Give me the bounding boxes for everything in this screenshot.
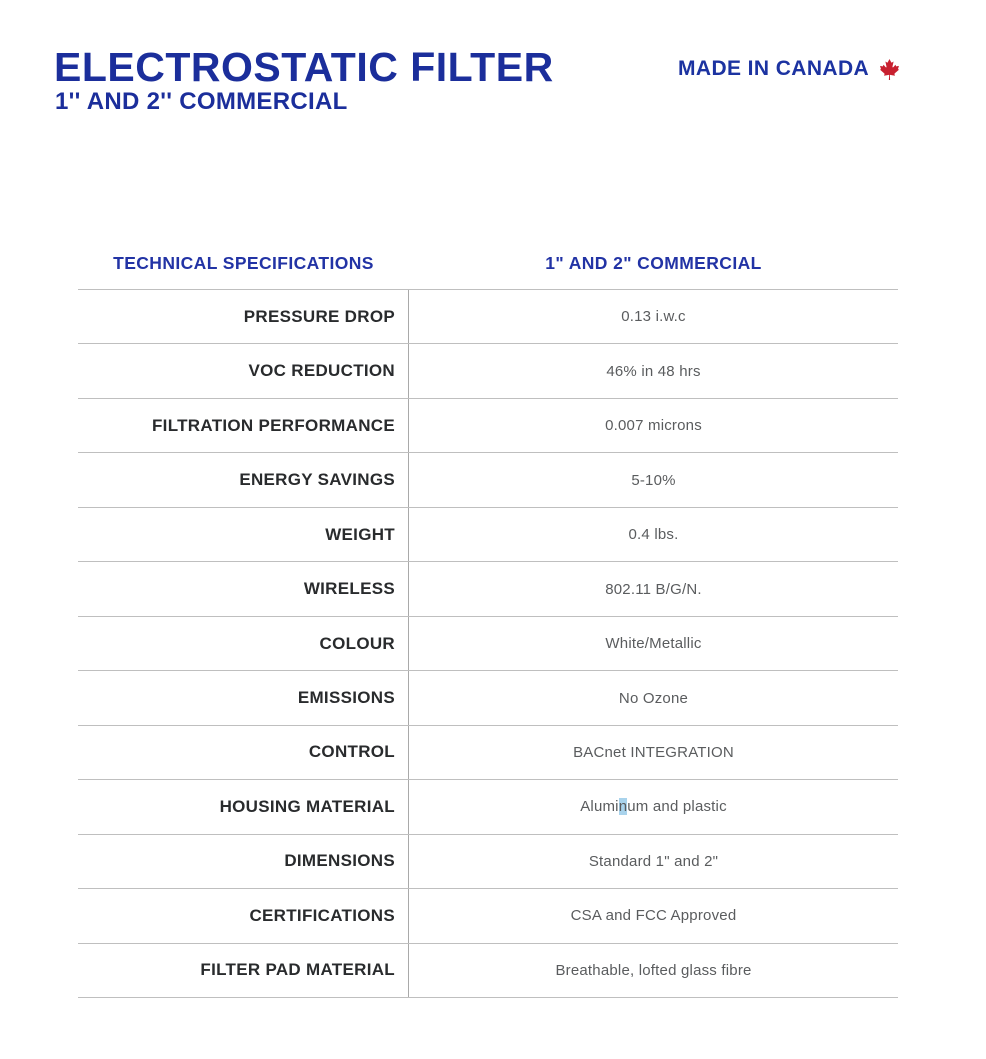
table-row-wireless <box>78 562 898 616</box>
row-value: 802.11 B/G/N. <box>605 580 702 598</box>
table-row-dimensions <box>78 835 898 889</box>
technical-specifications-table <box>78 253 898 998</box>
row-value: 0.007 microns <box>605 417 702 435</box>
column-header-specifications: TECHNICAL SPECIFICATIONS <box>113 253 374 273</box>
row-label: DIMENSIONS <box>78 835 409 888</box>
table-row-voc-reduction <box>78 344 898 398</box>
row-label: FILTER PAD MATERIAL <box>78 944 409 997</box>
row-label: WIRELESS <box>78 562 409 615</box>
row-label: COLOUR <box>78 617 409 670</box>
row-value: 0.13 i.w.c <box>621 308 686 326</box>
row-value: Standard 1" and 2" <box>588 852 719 870</box>
row-value: CSA and FCC Approved <box>570 907 737 925</box>
table-row-energy-savings <box>78 453 898 507</box>
table-row-control <box>78 726 898 780</box>
table-row-pressure-drop <box>78 290 898 344</box>
row-value: No Ozone <box>618 689 689 707</box>
row-label: EMISSIONS <box>78 671 409 724</box>
table-row-certifications <box>78 889 898 943</box>
table-header-row <box>78 253 898 289</box>
value-text-pre: Alumi <box>580 798 619 816</box>
table-body <box>78 289 898 998</box>
row-value: 46% in 48 hrs <box>606 362 701 380</box>
table-row-emissions <box>78 671 898 725</box>
made-in-canada-badge <box>678 57 900 81</box>
row-label: CERTIFICATIONS <box>78 889 409 942</box>
row-label: HOUSING MATERIAL <box>78 780 409 833</box>
row-value: White/Metallic <box>605 635 702 653</box>
row-label: PRESSURE DROP <box>78 290 409 343</box>
row-value: 5-10% <box>631 471 676 489</box>
value-text-post: um and plastic <box>627 798 727 816</box>
table-row-filter-pad-material <box>78 944 898 998</box>
row-label: WEIGHT <box>78 508 409 561</box>
row-label: FILTRATION PERFORMANCE <box>78 399 409 452</box>
table-row-filtration-performance <box>78 399 898 453</box>
table-row-housing-material <box>78 780 898 834</box>
page-title: ELECTROSTATIC FILTER <box>54 44 554 90</box>
table-row-weight <box>78 508 898 562</box>
row-value <box>409 780 898 833</box>
row-label: ENERGY SAVINGS <box>78 453 409 506</box>
maple-leaf-icon <box>879 59 900 80</box>
find-match-highlight: n <box>618 798 628 816</box>
row-label: CONTROL <box>78 726 409 779</box>
row-label: VOC REDUCTION <box>78 344 409 397</box>
made-in-canada-label: MADE IN CANADA <box>678 57 870 80</box>
page-subtitle: 1'' AND 2'' COMMERCIAL <box>55 88 348 115</box>
row-value: Breathable, lofted glass fibre <box>555 961 752 979</box>
table-row-colour <box>78 617 898 671</box>
column-header-commercial: 1" AND 2" COMMERCIAL <box>545 253 762 273</box>
row-value: BACnet INTEGRATION <box>573 743 734 761</box>
row-value: 0.4 lbs. <box>628 526 679 544</box>
